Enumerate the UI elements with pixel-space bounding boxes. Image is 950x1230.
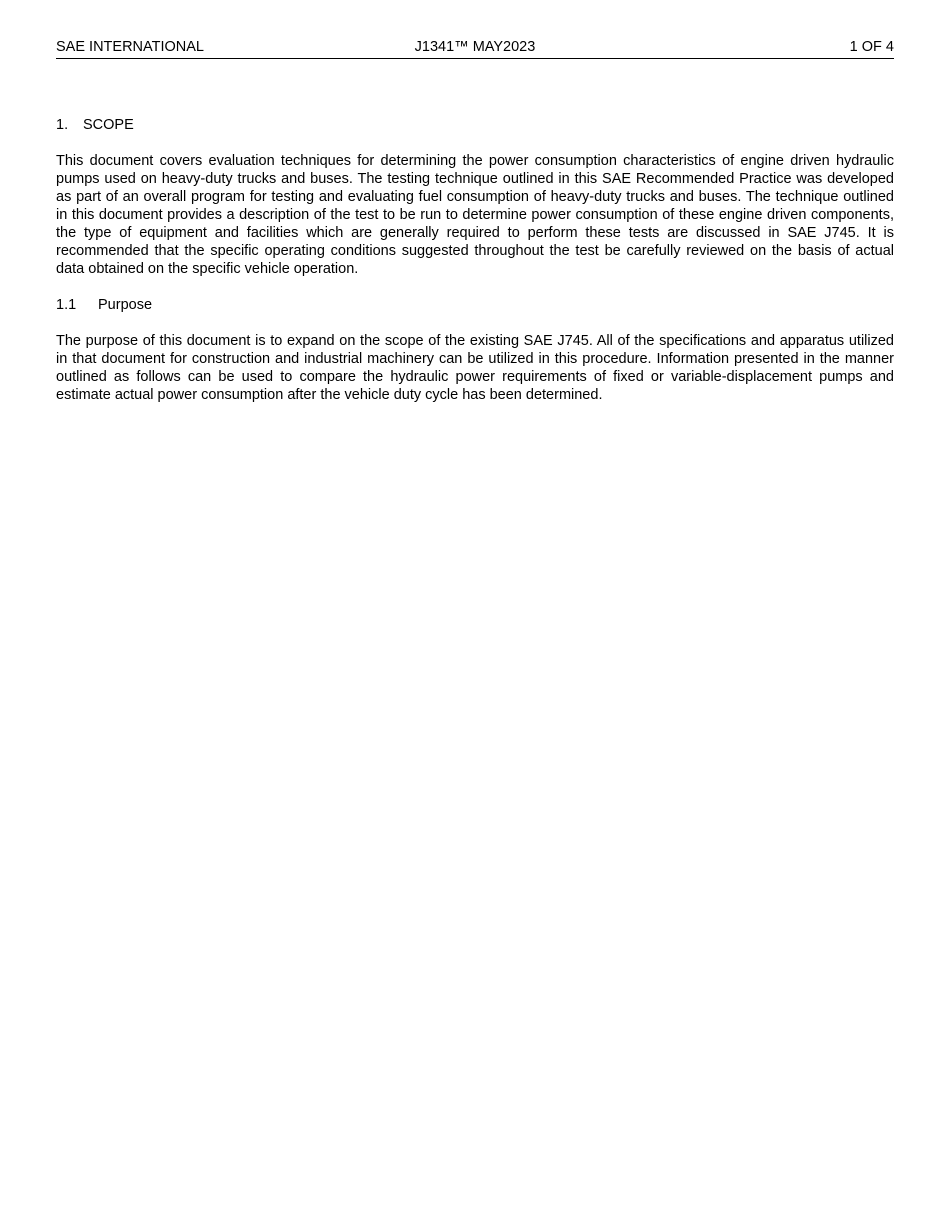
section-title: Purpose: [98, 297, 153, 313]
page-header: [56, 38, 894, 59]
header-page-number: 1 OF 4: [849, 39, 894, 55]
section-number: 1.1: [56, 297, 77, 313]
header-organization: SAE INTERNATIONAL: [56, 39, 204, 55]
scope-paragraph: This document covers evaluation techniques for determining the power consumption characteristics of engine driven hydraulic pumps used on heavy-duty trucks and buses. The testing technique outlined in this SAE Recommended Practice was developed as part of an overall program for testing and evaluating fuel consumption of heavy-duty trucks and buses. The technique outlined in this document provides a description of the test to be run to determine power consumption of these engine driven components, the type of equipment and facilities which are generally required to perform these tests are discussed in SAE J745. It is recommended that the specific operating conditions suggested throughout the test be carefully reviewed on the basis of actual data obtained on the specific vehicle operation.: [56, 153, 894, 277]
purpose-paragraph: The purpose of this document is to expand on the scope of the existing SAE J745. All of the specifications and apparatus utilized in that document for construction and industrial machinery can be utilized in this procedure. Information presented in the manner outlined as follows can be used to compare the hydraulic power requirements of fixed or variable-displacement pumps and estimate actual power consumption after the vehicle duty cycle has been determined.: [56, 333, 894, 403]
document-body: [56, 116, 894, 404]
section-number: 1.: [56, 117, 69, 133]
header-document-id: J1341™ MAY2023: [414, 39, 536, 55]
section-heading-purpose: [56, 296, 894, 314]
section-title: SCOPE: [83, 117, 134, 133]
section-heading-scope: [56, 116, 894, 134]
